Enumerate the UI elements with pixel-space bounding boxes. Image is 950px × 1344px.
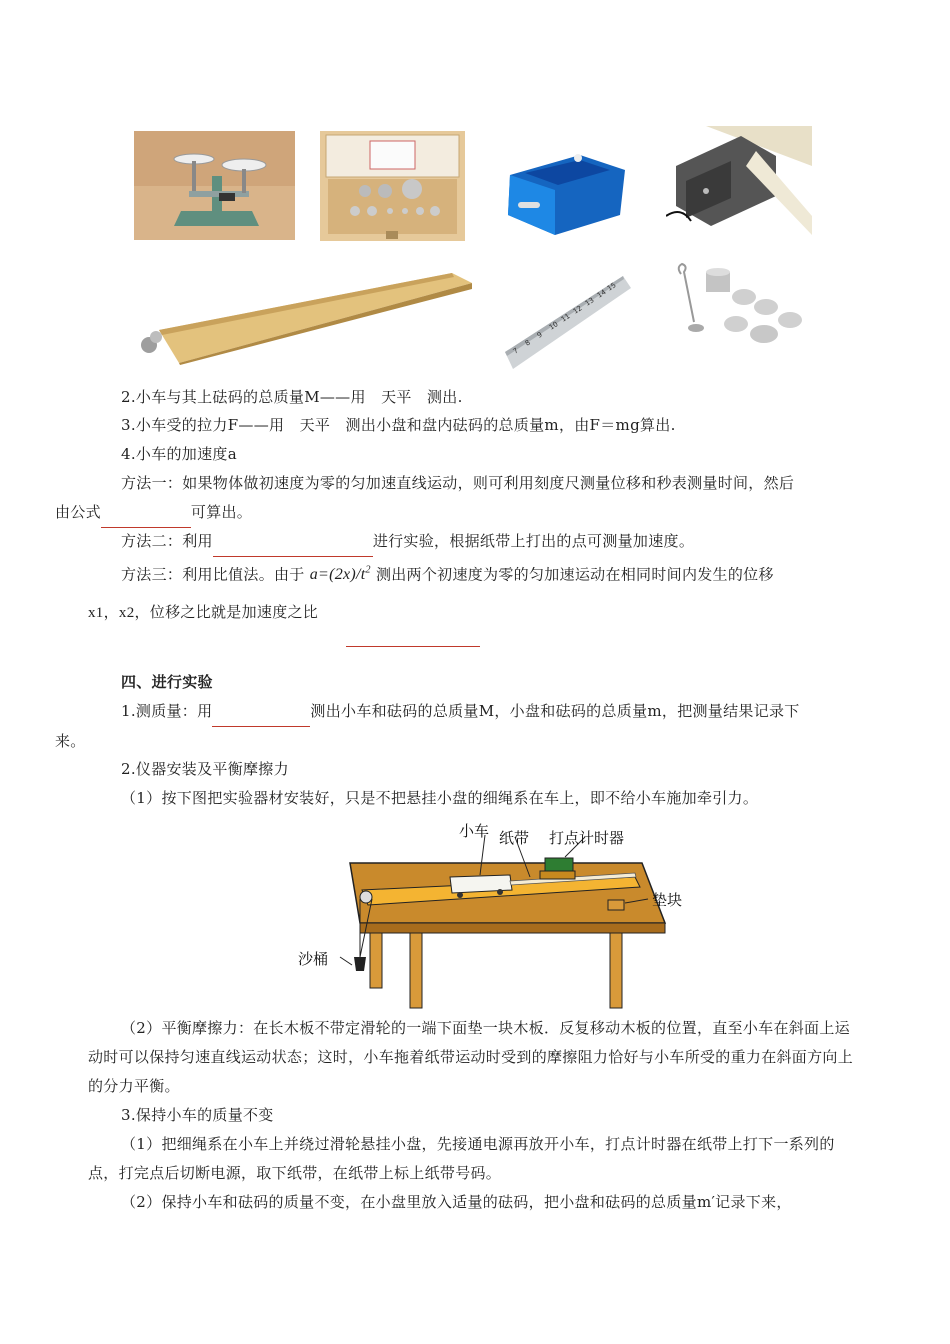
method-one-text-3: 可算出。 (190, 503, 253, 521)
ruler-mark-12: 12 (571, 304, 584, 316)
method-three (88, 556, 864, 589)
step-measure-text: 1.测质量：用 (121, 702, 213, 720)
apparatus-icon (290, 815, 690, 1010)
ratio-formula-main: a=(2x)/t (309, 566, 366, 584)
ruler-mark-9: 9 (535, 330, 544, 340)
timer-icon (666, 126, 812, 235)
ruler-mark-7: 7 (511, 346, 520, 356)
ruler-mark-15: 15 (605, 281, 618, 293)
weight-box-image (320, 131, 465, 241)
ruler-mark-10: 10 (547, 320, 560, 332)
step-keep-mass-1: （1）把细绳系在小车上并绕过滑轮悬挂小盘，先接通电源再放开小车，打点计时器在纸带上打下一系列的点，打完点后切断电源，取下纸带，在纸带上标上纸带号码。 (88, 1135, 835, 1182)
hook-weights-image (666, 262, 812, 362)
method-two-text: 方法二：利用 (121, 532, 213, 550)
balance-image (134, 131, 295, 240)
step-install-1: （1）按下图把实验器材安装好，只是不把悬挂小盘的细绳系在车上，即不给小车施加牵引力。 (121, 789, 759, 807)
step-balance-friction: （2）平衡摩擦力：在长木板不带定滑轮的一端下面垫一块木板．反复移动木板的位置，直至小车在斜面上运动时可以保持匀速直线运动状态；这时，小车拖着纸带运动时受到的摩擦阻力恰好与小车所受的重力在斜面方向上的分力平衡。 (88, 1019, 854, 1095)
step-keep-mass: 3.保持小车的质量不变 (121, 1106, 274, 1124)
weight-box-icon (320, 131, 465, 241)
ruler-icon (503, 274, 631, 374)
method-three-text-3: x1，x2，位移之比就是加速度之比 (88, 605, 319, 621)
ratio-blank[interactable] (346, 646, 480, 647)
ruler-mark-13: 13 (583, 296, 596, 308)
method-two (88, 527, 864, 557)
diagram-label-tape: 纸带 (499, 829, 530, 847)
line-acceleration: 4.小车的加速度a (121, 445, 237, 463)
step-measure-mass (55, 697, 864, 756)
method-one (55, 469, 864, 528)
ruler-mark-8: 8 (523, 338, 532, 348)
apparatus-diagram (290, 815, 690, 1010)
measure-tool-blank[interactable] (212, 697, 310, 727)
step-install: 2.仪器安装及平衡摩擦力 (121, 760, 289, 778)
formula-blank[interactable] (101, 498, 191, 528)
balance-icon (134, 131, 295, 240)
method-two-text-2: 进行实验，根据纸带上打出的点可测量加速度。 (372, 532, 695, 550)
cart-image (500, 140, 628, 240)
diagram-label-block: 垫块 (652, 891, 683, 909)
instrument-blank[interactable] (213, 527, 373, 557)
ratio-formula-sup: 2 (365, 565, 371, 576)
ruler-mark-14: 14 (595, 288, 608, 300)
cart-icon (500, 140, 628, 240)
method-one-text: 方法一：如果物体做初速度为零的匀加速直线运动，则可利用刻度尺测量位移和秒表测量时间，然后 (121, 474, 795, 492)
hook-weights-icon (666, 262, 812, 362)
section-heading-experiment: 四、进行实验 (121, 673, 213, 691)
diagram-label-cart: 小车 (459, 822, 490, 840)
ruler-mark-11: 11 (559, 312, 572, 324)
method-three-text-2: 测出两个初速度为零的匀加速运动在相同时间内发生的位移 (375, 565, 774, 584)
board-image (134, 265, 474, 365)
step-measure-text-2: 测出小车和砝码的总质量M，小盘和砝码的总质量m，把测量结果记录下 (310, 702, 800, 720)
method-one-text-2: 由公式 (55, 503, 101, 521)
diagram-label-bucket: 沙桶 (298, 950, 329, 968)
ruler-image (503, 274, 631, 374)
method-three-text: 方法三：利用比值法。由于 (121, 565, 305, 584)
board-icon (134, 265, 474, 365)
line-pull-force: 3.小车受的拉力F——用 天平 测出小盘和盘内砝码的总质量m，由F＝mg算出. (121, 416, 676, 434)
step-measure-text-3: 来。 (55, 732, 86, 750)
line-mass-cart: 2.小车与其上砝码的总质量M——用 天平 测出. (121, 388, 463, 406)
ratio-formula (310, 566, 371, 583)
diagram-label-timer: 打点计时器 (549, 829, 625, 847)
timer-image (666, 126, 812, 235)
step-keep-mass-2: （2）保持小车和砝码的质量不变，在小盘里放入适量的砝码，把小盘和砝码的总质量m′记录下来， (121, 1193, 792, 1211)
